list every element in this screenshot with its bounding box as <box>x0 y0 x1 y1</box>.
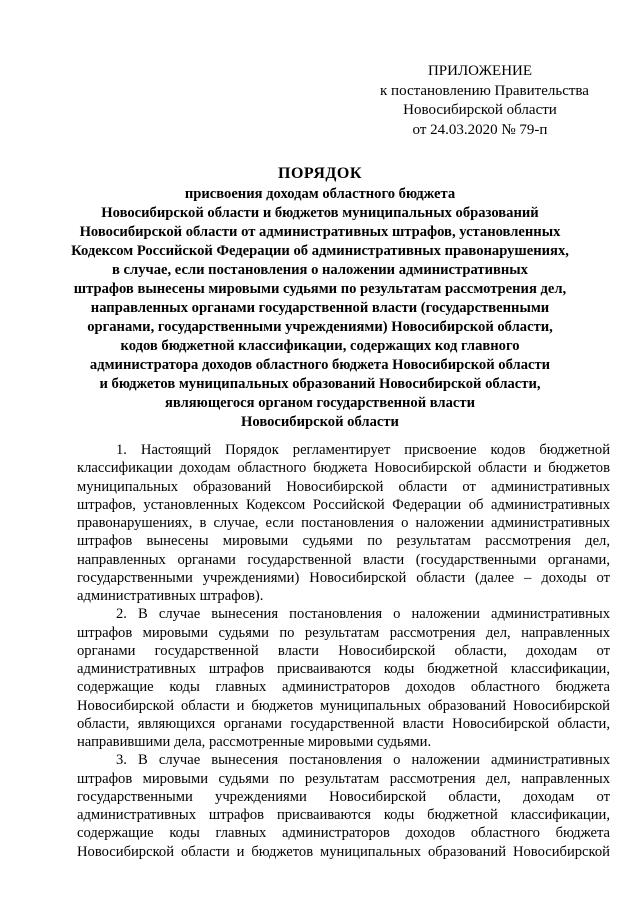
title-line: кодов бюджетной классификации, содержащих код главного <box>120 338 520 354</box>
document-title <box>60 163 580 432</box>
title-line: являющегося органом государственной власти <box>165 395 475 411</box>
title-line: администратора доходов областного бюджета Новосибирской области <box>89 357 551 373</box>
title-line: органами, государственными учреждениями) Новосибирской области, <box>87 319 553 335</box>
title-line: Новосибирской области <box>241 414 399 430</box>
title-line: в случае, если постановления о наложении административных <box>112 262 528 278</box>
title-main: ПОРЯДОК <box>278 165 362 182</box>
appendix-resolution-ref: к постановлению Правительства <box>380 82 589 99</box>
paragraph-1: 1. Настоящий Порядок регламентирует присвоение кодов бюджетной классификации доходам областного бюджета Новосибирской области и бюджетов муниципальных образований Новосибирской области от административных штрафов, установленных Кодексом Российской Федерации об административных правонарушениях, в случае, если постановления о наложении административных штрафов вынесены мировыми судьями по результатам рассмотрения дел, направленных органами государственной власти (государственными органами, государственными учреждениями) Новосибирской области (далее – доходы от административных штрафов). <box>77 442 610 604</box>
title-line: Новосибирской области от административных штрафов, установленных <box>79 224 561 240</box>
title-line: штрафов вынесены мировыми судьями по результатам рассмотрения дел, <box>73 281 567 297</box>
paragraph-3: 3. В случае вынесения постановления о наложении административных штрафов мировыми судьями по результатам рассмотрения дел, направленных государственными учреждениями Новосибирской области, доходам от административных штрафов присваиваются коды бюджетной классификации, содержащие коды главных администраторов доходов областного бюджета Новосибирской области и бюджетов муниципальных образований Новосибирской <box>77 752 610 860</box>
title-line: присвоения доходам областного бюджета <box>184 186 456 202</box>
title-line: Кодексом Российской Федерации об административных правонарушениях, <box>71 243 569 259</box>
appendix-label: ПРИЛОЖЕНИЕ <box>427 63 533 79</box>
title-line: и бюджетов муниципальных образований Новосибирской области, <box>99 376 541 392</box>
paragraph-2: 2. В случае вынесения постановления о наложении административных штрафов мировыми судьями по результатам рассмотрения дел, направленных органами государственной власти Новосибирской области, доходам от административных штрафов присваиваются коды бюджетной классификации, содержащие коды главных администраторов доходов областного бюджета Новосибирской области и бюджетов муниципальных образований Новосибирской области, являющихся органами государственной власти Новосибирской области, направившими дела, рассмотренные мировыми судьями. <box>77 606 610 750</box>
appendix-date-number: от 24.03.2020 № 79-п <box>412 121 548 138</box>
title-line: Новосибирской области и бюджетов муниципальных образований <box>101 205 539 221</box>
appendix-region: Новосибирской области <box>403 102 557 118</box>
title-line: направленных органами государственной власти (государственными <box>90 300 550 316</box>
document-body <box>77 441 610 861</box>
appendix-header <box>380 62 589 140</box>
